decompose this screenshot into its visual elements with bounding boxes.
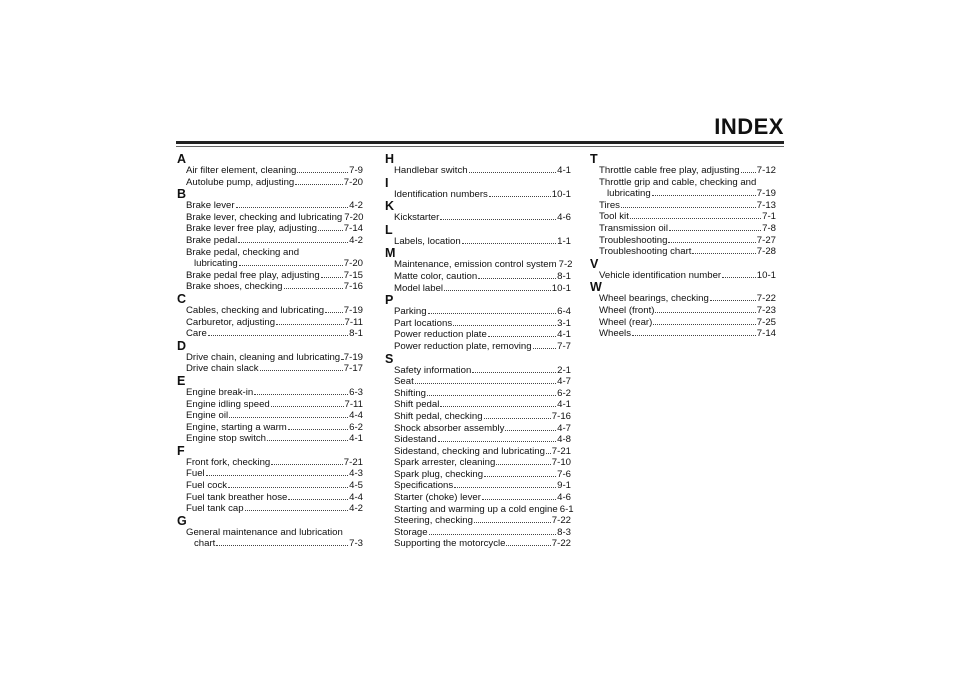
- index-entry-text: Safety information: [394, 364, 472, 376]
- index-entry-text: Storage: [394, 526, 428, 538]
- index-entry: [177, 492, 363, 504]
- index-letter-s: S: [385, 351, 394, 366]
- index-entry-page: 7-3: [349, 538, 363, 550]
- index-entry: [385, 469, 571, 481]
- index-letter-f: F: [177, 443, 185, 458]
- index-entry-text: Wheel (front): [599, 304, 655, 316]
- dot-leader: [288, 423, 348, 430]
- index-entry-text: Starter (choke) lever: [394, 492, 481, 504]
- index-entry-text: Engine oil: [186, 410, 229, 422]
- index-entry-text: Labels, location: [394, 235, 461, 247]
- index-letter-p: P: [385, 293, 394, 308]
- index-entry-page: 7-28: [756, 246, 776, 258]
- index-letter-m: M: [385, 246, 396, 261]
- index-entry: [177, 363, 363, 375]
- index-entry-page: 7-11: [344, 398, 363, 410]
- dot-leader: [239, 259, 343, 266]
- index-entry-page: 7-20: [343, 258, 363, 270]
- index-entry-text: Brake lever, checking and lubricating: [186, 211, 343, 223]
- dot-leader: [474, 517, 551, 524]
- index-entry-page: 7-19: [756, 188, 776, 200]
- index-entry-page: 4-1: [557, 165, 571, 176]
- dot-leader: [276, 318, 343, 325]
- index-entry-text: Specifications: [394, 480, 454, 492]
- dot-leader: [260, 365, 343, 372]
- index-entry-page: 7-14: [343, 223, 363, 235]
- index-entry-line: Throttle grip and cable, checking and: [599, 176, 757, 188]
- index-entry-page: 7-21: [551, 445, 571, 457]
- index-entry: [177, 457, 363, 469]
- index-entry: [590, 188, 776, 200]
- index-entry-text: Front fork, checking: [186, 456, 271, 468]
- index-entry-page: 7-27: [756, 234, 776, 246]
- dot-leader: [271, 400, 344, 407]
- index-entry-text: Drive chain, cleaning and lubricating: [186, 351, 341, 363]
- index-entry: [177, 165, 363, 177]
- index-entry-text: Spark plug, checking: [394, 468, 484, 480]
- dot-leader: [284, 283, 343, 290]
- dot-leader: [533, 342, 557, 349]
- index-entry-text: Brake lever free play, adjusting: [186, 223, 318, 235]
- dot-leader: [482, 493, 556, 500]
- index-entry-text: lubricating: [607, 188, 651, 200]
- index-entry-text: Air filter element, cleaning: [186, 165, 297, 176]
- index-entry: [385, 236, 571, 248]
- index-entry: [177, 422, 363, 434]
- index-entry: [177, 387, 363, 399]
- index-entry: [590, 293, 776, 305]
- index-entry: [177, 317, 363, 329]
- index-entry-text: Transmission oil: [599, 222, 668, 234]
- index-entry-text: Brake pedal: [186, 234, 238, 246]
- index-entry-line: Brake pedal, checking and: [186, 246, 300, 258]
- index-entry-text: Care: [186, 328, 207, 340]
- index-entry: [177, 538, 363, 550]
- index-entry-page: 4-2: [349, 200, 363, 212]
- index-letter-d: D: [177, 338, 187, 353]
- index-entry-page: 7-12: [756, 165, 776, 176]
- index-entry: [177, 212, 363, 224]
- index-entry-page: 7-22: [551, 538, 571, 550]
- index-entry-page: 7-11: [344, 316, 363, 328]
- index-entry: [177, 223, 363, 235]
- dot-leader: [318, 225, 343, 232]
- index-letter-w: W: [590, 280, 602, 295]
- index-entry-page: 6-2: [557, 387, 571, 399]
- index-entry-page: 10-1: [551, 188, 571, 200]
- index-entry-text: Engine break-in: [186, 386, 254, 398]
- index-entry-page: 7-16: [343, 281, 363, 293]
- index-entry: [385, 480, 571, 492]
- index-letter-k: K: [385, 199, 395, 214]
- index-letter-t: T: [590, 152, 598, 166]
- dot-leader: [632, 329, 756, 336]
- dot-leader: [496, 459, 550, 466]
- index-entry: [385, 515, 571, 527]
- index-column-3: [590, 153, 776, 340]
- index-entry: [177, 410, 363, 422]
- index-letter-b: B: [177, 187, 187, 202]
- index-entry-page: 7-22: [756, 293, 776, 305]
- index-entry-page: 4-6: [557, 212, 571, 224]
- dot-leader: [295, 178, 343, 185]
- index-entry: [385, 423, 571, 435]
- index-entry-page: 4-5: [349, 480, 363, 492]
- index-entry-text: Throttle cable free play, adjusting: [599, 165, 740, 176]
- index-entry: [177, 480, 363, 492]
- dot-leader: [428, 307, 557, 314]
- index-entry-page: 4-4: [349, 410, 363, 422]
- index-entry-page: 2-1: [557, 364, 571, 376]
- index-entry: [590, 223, 776, 235]
- index-entry: [590, 211, 776, 223]
- index-entry: [385, 388, 571, 400]
- index-entry: [385, 271, 571, 283]
- index-entry: [177, 399, 363, 411]
- index-entry-text: Wheels: [599, 328, 631, 340]
- index-entry-page: 7-10: [551, 457, 571, 469]
- index-entry: [177, 235, 363, 247]
- dot-leader: [668, 236, 755, 243]
- index-entry-page: 10-1: [756, 269, 776, 281]
- index-column-1: [177, 153, 363, 550]
- dot-leader: [484, 412, 551, 419]
- index-entry: [385, 189, 571, 201]
- page-title: INDEX: [714, 114, 784, 139]
- index-entry: [385, 457, 571, 469]
- index-entry-text: Sidestand, checking and lubricating: [394, 445, 545, 457]
- index-entry-page: 4-1: [557, 329, 571, 341]
- index-entry-page: 7-22: [551, 515, 571, 527]
- dot-leader: [478, 272, 556, 279]
- index-entry-text: Maintenance, emission control system: [394, 259, 557, 271]
- index-entry: [590, 328, 776, 340]
- index-entry-text: Vehicle identification number: [599, 269, 722, 281]
- dot-leader: [506, 540, 550, 547]
- index-entry-text: Tires: [599, 199, 620, 211]
- index-entry: [385, 283, 571, 295]
- index-letter-c: C: [177, 291, 187, 306]
- index-entry-text: Troubleshooting: [599, 234, 668, 246]
- index-entry: [385, 399, 571, 411]
- dot-leader: [236, 201, 349, 208]
- dot-leader: [238, 236, 348, 243]
- index-entry-page: 7-20: [343, 176, 363, 188]
- index-entry-page: 7-16: [551, 410, 571, 422]
- dot-leader: [254, 388, 348, 395]
- index-entry-page: 8-1: [557, 270, 571, 282]
- dot-leader: [710, 295, 756, 302]
- index-entry: [590, 246, 776, 258]
- dot-leader: [288, 493, 348, 500]
- index-entry-page: 6-1: [559, 503, 574, 515]
- index-entry-text: lubricating: [194, 258, 238, 270]
- index-entry-page: 4-4: [349, 491, 363, 503]
- index-entry-text: Seat: [394, 376, 414, 388]
- index-entry: [177, 433, 363, 445]
- index-entry-text: Sidestand: [394, 434, 437, 446]
- index-entry-text: Cables, checking and lubricating: [186, 304, 325, 316]
- index-letter-l: L: [385, 222, 393, 237]
- index-entry-page: 9-1: [557, 480, 571, 492]
- dot-leader: [505, 424, 556, 431]
- index-entry-page: 7-15: [343, 269, 363, 281]
- index-entry-text: Spark arrester, cleaning: [394, 457, 496, 469]
- index-entry-text: Fuel tank breather hose: [186, 491, 288, 503]
- index-entry-page: 4-2: [349, 503, 363, 515]
- dot-leader: [741, 166, 756, 173]
- index-entry-page: 7-7: [557, 340, 571, 352]
- index-entry: [385, 212, 571, 224]
- header-rule-thin: [176, 146, 784, 147]
- index-entry-page: 7-17: [343, 363, 363, 375]
- index-entry: [177, 352, 363, 364]
- index-entry-page: 3-1: [557, 317, 571, 329]
- index-entry-text: Engine, starting a warm: [186, 421, 287, 433]
- index-entry-text: Identification numbers: [394, 188, 488, 200]
- index-entry: [590, 235, 776, 247]
- index-entry-text: Shifting: [394, 387, 426, 399]
- index-entry-page: 8-3: [557, 526, 571, 538]
- index-entry-text: Steering, checking: [394, 515, 473, 527]
- index-entry: [177, 177, 363, 189]
- dot-leader: [429, 528, 557, 535]
- dot-leader: [653, 318, 755, 325]
- index-entry-text: Fuel cock: [186, 480, 228, 492]
- dot-leader: [438, 435, 556, 442]
- index-entry-page: 7-2: [558, 259, 573, 271]
- index-entry-text: Fuel: [186, 468, 205, 480]
- index-entry-page: 8-1: [349, 328, 363, 340]
- index-entry: [385, 492, 571, 504]
- index-entry: [385, 538, 571, 550]
- index-entry-text: Brake shoes, checking: [186, 281, 283, 293]
- index-entry-text: Engine idling speed: [186, 398, 270, 410]
- index-entry-page: 4-3: [349, 468, 363, 480]
- index-entry-page: 7-23: [756, 304, 776, 316]
- index-entry-line: General maintenance and lubrication: [186, 526, 343, 538]
- index-entry-page: 7-19: [343, 351, 363, 363]
- dot-leader: [228, 481, 348, 488]
- dot-leader: [488, 331, 556, 338]
- index-entry: [590, 317, 776, 329]
- dot-leader: [415, 377, 556, 384]
- index-entry-text: Shock absorber assembly: [394, 422, 505, 434]
- dot-leader: [462, 237, 556, 244]
- index-column-2: [385, 152, 574, 550]
- index-entry-text: Drive chain slack: [186, 363, 259, 375]
- index-entry: [385, 434, 571, 446]
- dot-leader: [245, 505, 349, 512]
- index-entry: [385, 376, 571, 388]
- index-entry: [385, 527, 571, 539]
- index-entry-page: 7-1: [762, 211, 776, 223]
- index-entry: [177, 503, 363, 515]
- index-letter-v: V: [590, 256, 599, 271]
- index-entry-page: 7-6: [557, 468, 571, 480]
- index-entry-text: Power reduction plate, removing: [394, 340, 532, 352]
- dot-leader: [669, 224, 761, 231]
- index-entry-text: Fuel tank cap: [186, 503, 244, 515]
- dot-leader: [444, 284, 551, 291]
- index-entry: [177, 281, 363, 293]
- index-entry-text: Wheel (rear): [599, 316, 653, 328]
- index-entry-text: Shift pedal: [394, 399, 440, 411]
- dot-leader: [341, 353, 343, 360]
- index-entry-text: Brake pedal free play, adjusting: [186, 269, 320, 281]
- index-entry-page: 7-25: [756, 316, 776, 328]
- index-entry: [385, 365, 571, 377]
- index-letter-i: I: [385, 175, 389, 190]
- index-entry-text: Starting and warming up a cold engine: [394, 503, 558, 515]
- index-entry-page: 6-2: [349, 421, 363, 433]
- dot-leader: [489, 190, 551, 197]
- dot-leader: [484, 470, 556, 477]
- dot-leader: [454, 482, 556, 489]
- index-entry-page: 4-7: [557, 422, 571, 434]
- index-entry: [385, 259, 571, 271]
- index-entry-text: Matte color, caution: [394, 270, 478, 282]
- dot-leader: [630, 213, 761, 220]
- index-entry: [590, 270, 776, 282]
- dot-leader: [469, 166, 557, 173]
- index-entry-text: Troubleshooting chart: [599, 246, 692, 258]
- index-entry-page: 7-21: [343, 456, 363, 468]
- index-entry-text: Carburetor, adjusting: [186, 316, 276, 328]
- index-entry-text: Handlebar switch: [394, 165, 468, 176]
- dot-leader: [325, 306, 343, 313]
- index-entry: [385, 306, 571, 318]
- dot-leader: [206, 470, 348, 477]
- index-entry-page: 10-1: [551, 282, 571, 294]
- index-letter-h: H: [385, 152, 395, 166]
- dot-leader: [267, 435, 348, 442]
- dot-leader: [427, 389, 556, 396]
- index-entry-text: Engine stop switch: [186, 433, 266, 445]
- index-entry-page: 4-6: [557, 492, 571, 504]
- index-entry: [590, 165, 776, 177]
- index-entry: [177, 270, 363, 282]
- index-entry-text: Power reduction plate: [394, 329, 487, 341]
- index-entry: [177, 200, 363, 212]
- index-entry-text: Autolube pump, adjusting: [186, 176, 295, 188]
- dot-leader: [440, 401, 556, 408]
- index-entry-page: 7-9: [349, 165, 363, 176]
- dot-leader: [722, 271, 756, 278]
- index-entry-page: 4-8: [557, 434, 571, 446]
- index-entry: [590, 305, 776, 317]
- index-entry: [385, 341, 571, 353]
- index-entry-text: Tool kit: [599, 211, 629, 223]
- index-entry-page: 4-1: [557, 399, 571, 411]
- index-entry: [385, 318, 571, 330]
- dot-leader: [271, 458, 343, 465]
- index-entry: [385, 446, 571, 458]
- index-entry-page: 4-2: [349, 234, 363, 246]
- dot-leader: [621, 201, 756, 208]
- dot-leader: [440, 213, 556, 220]
- index-entry: [177, 328, 363, 340]
- index-entry-text: Parking: [394, 306, 427, 318]
- index-entry-text: Kickstarter: [394, 212, 440, 224]
- dot-leader: [321, 271, 343, 278]
- index-entry: [385, 503, 574, 516]
- index-entry: [385, 165, 571, 177]
- dot-leader: [692, 247, 755, 254]
- index-entry-page: 7-8: [762, 222, 776, 234]
- index-entry-text: Part locations: [394, 317, 453, 329]
- dot-leader: [655, 306, 755, 313]
- index-entry: [177, 305, 363, 317]
- index-entry: [385, 411, 571, 423]
- index-entry: [177, 468, 363, 480]
- index-entry-text: Supporting the motorcycle: [394, 538, 506, 550]
- header-rule: [176, 141, 784, 144]
- dot-leader: [208, 329, 348, 336]
- index-entry-text: Wheel bearings, checking: [599, 293, 709, 305]
- index-entry-page: 7-13: [756, 199, 776, 211]
- index-entry-page: 7-14: [756, 328, 776, 340]
- index-entry-text: Model label: [394, 282, 444, 294]
- index-entry-page: 4-7: [557, 376, 571, 388]
- dot-leader: [216, 540, 348, 547]
- dot-leader: [472, 366, 556, 373]
- index-entry-page: 6-4: [557, 306, 571, 318]
- index-letter-a: A: [177, 152, 187, 166]
- index-entry: [177, 258, 363, 270]
- index-entry: [590, 200, 776, 212]
- index-entry-page: 4-1: [349, 433, 363, 445]
- index-entry-page: 1-1: [557, 235, 571, 247]
- index-entry-text: chart: [194, 538, 216, 550]
- index-entry-page: 6-3: [349, 386, 363, 398]
- index-entry: [385, 329, 571, 341]
- dot-leader: [652, 189, 756, 196]
- dot-leader: [229, 411, 348, 418]
- dot-leader: [546, 447, 551, 454]
- index-entry-page: 7-19: [343, 304, 363, 316]
- index-letter-g: G: [177, 513, 187, 528]
- index-entry-page: 7-20: [344, 211, 364, 223]
- index-entry-text: Shift pedal, checking: [394, 410, 483, 422]
- index-entry-text: Brake lever: [186, 200, 235, 212]
- dot-leader: [297, 166, 348, 173]
- dot-leader: [453, 319, 556, 326]
- index-letter-e: E: [177, 373, 186, 388]
